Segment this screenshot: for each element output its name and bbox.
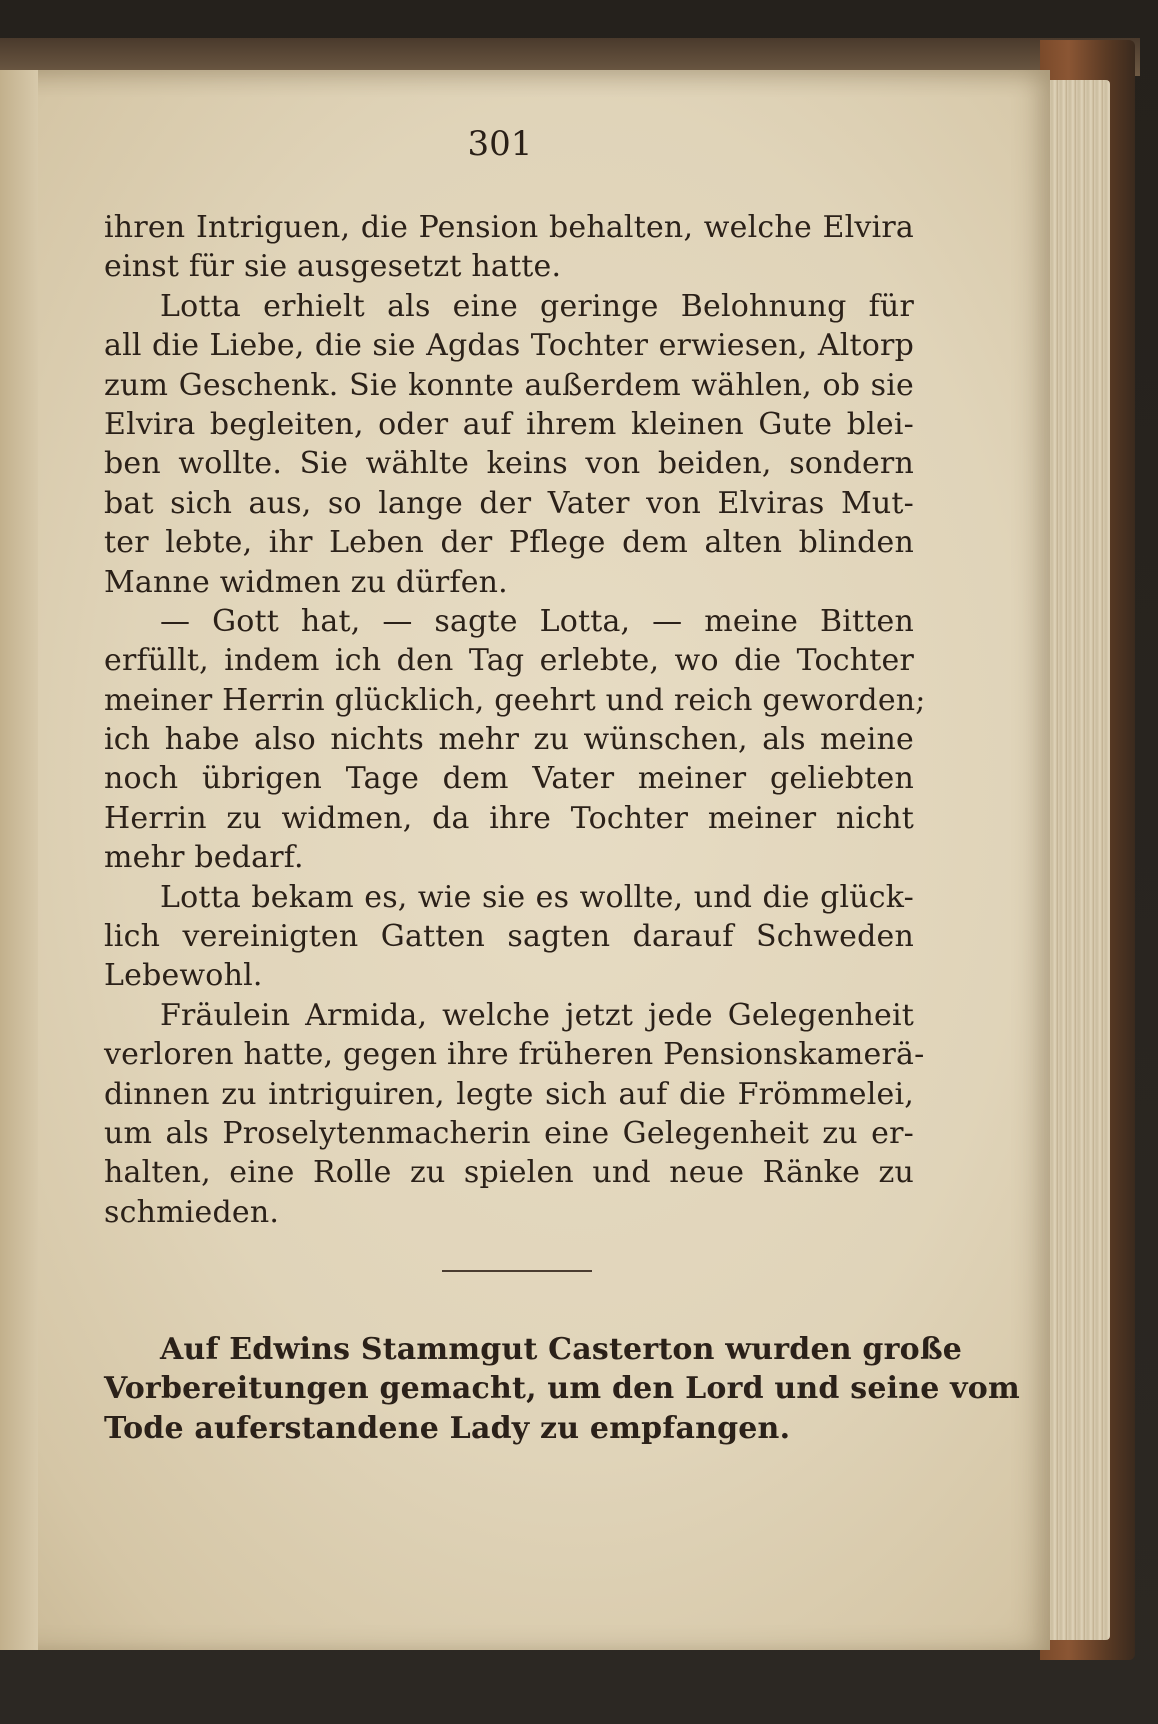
text-line: noch übrigen Tage dem Vater meiner geliebten xyxy=(104,761,914,797)
text-line: um als Proselytenmacherin eine Gelegenheit zu er- xyxy=(104,1115,914,1151)
text-line: halten, eine Rolle zu spielen und neue Ränke zu xyxy=(104,1155,914,1191)
text-line: einst für sie ausgesetzt hatte. xyxy=(104,249,562,285)
text-line: Elvira begleiten, oder auf ihrem kleinen Gute blei- xyxy=(104,406,914,442)
section-text-line: Vorbereitungen gemacht, um den Lord und seine vom xyxy=(104,1371,1020,1407)
text-line: Lebewohl. xyxy=(104,958,263,994)
body-text xyxy=(104,208,926,1232)
section-text-line: Tode auferstandene Lady zu empfangen. xyxy=(104,1410,791,1446)
text-line: bat sich aus, so lange der Vater von Elviras Mut- xyxy=(104,485,914,521)
text-line: all die Liebe, die sie Agdas Tochter erwiesen, Altorp xyxy=(104,328,914,364)
page-number: 301 xyxy=(467,124,533,164)
section-text-line: Auf Edwins Stammgut Casterton wurden große xyxy=(160,1332,963,1367)
page-gutter xyxy=(0,70,38,1650)
text-line: schmieden. xyxy=(104,1194,280,1230)
text-line: zum Geschenk. Sie konnte außerdem wählen, ob sie xyxy=(104,367,914,403)
text-line: — Gott hat, — sagte Lotta, — meine Bitten xyxy=(160,603,914,639)
text-line: lich vereinigten Gatten sagten darauf Schweden xyxy=(104,919,914,955)
text-line: ich habe also nichts mehr zu wünschen, als meine xyxy=(104,722,914,758)
text-line: Fräulein Armida, welche jetzt jede Gelegenheit xyxy=(160,997,914,1033)
text-line: ben wollte. Sie wählte keins von beiden, sondern xyxy=(104,446,914,482)
text-line: dinnen zu intriguiren, legte sich auf die Frömmelei, xyxy=(104,1076,914,1112)
section-text xyxy=(104,1330,1020,1448)
text-line: meiner Herrin glücklich, geehrt und reich geworden; xyxy=(104,682,926,718)
text-line: Lotta bekam es, wie sie es wollte, und die glück- xyxy=(160,879,914,915)
text-line: ter lebte, ihr Leben der Pflege dem alten blinden xyxy=(104,525,914,561)
text-line: Lotta erhielt als eine geringe Belohnung für xyxy=(160,288,914,324)
section-divider xyxy=(442,1270,592,1272)
text-line: ihren Intriguen, die Pension behalten, welche Elvira xyxy=(104,210,914,245)
text-line: mehr bedarf. xyxy=(104,840,304,876)
text-line: Manne widmen zu dürfen. xyxy=(104,564,508,600)
text-line: erfüllt, indem ich den Tag erlebte, wo die Tochter xyxy=(104,643,914,679)
text-line: verloren hatte, gegen ihre früheren Pensionskamerä- xyxy=(104,1037,925,1073)
text-line: Herrin zu widmen, da ihre Tochter meiner nicht xyxy=(104,800,914,836)
stacked-page-edges xyxy=(1040,80,1110,1640)
